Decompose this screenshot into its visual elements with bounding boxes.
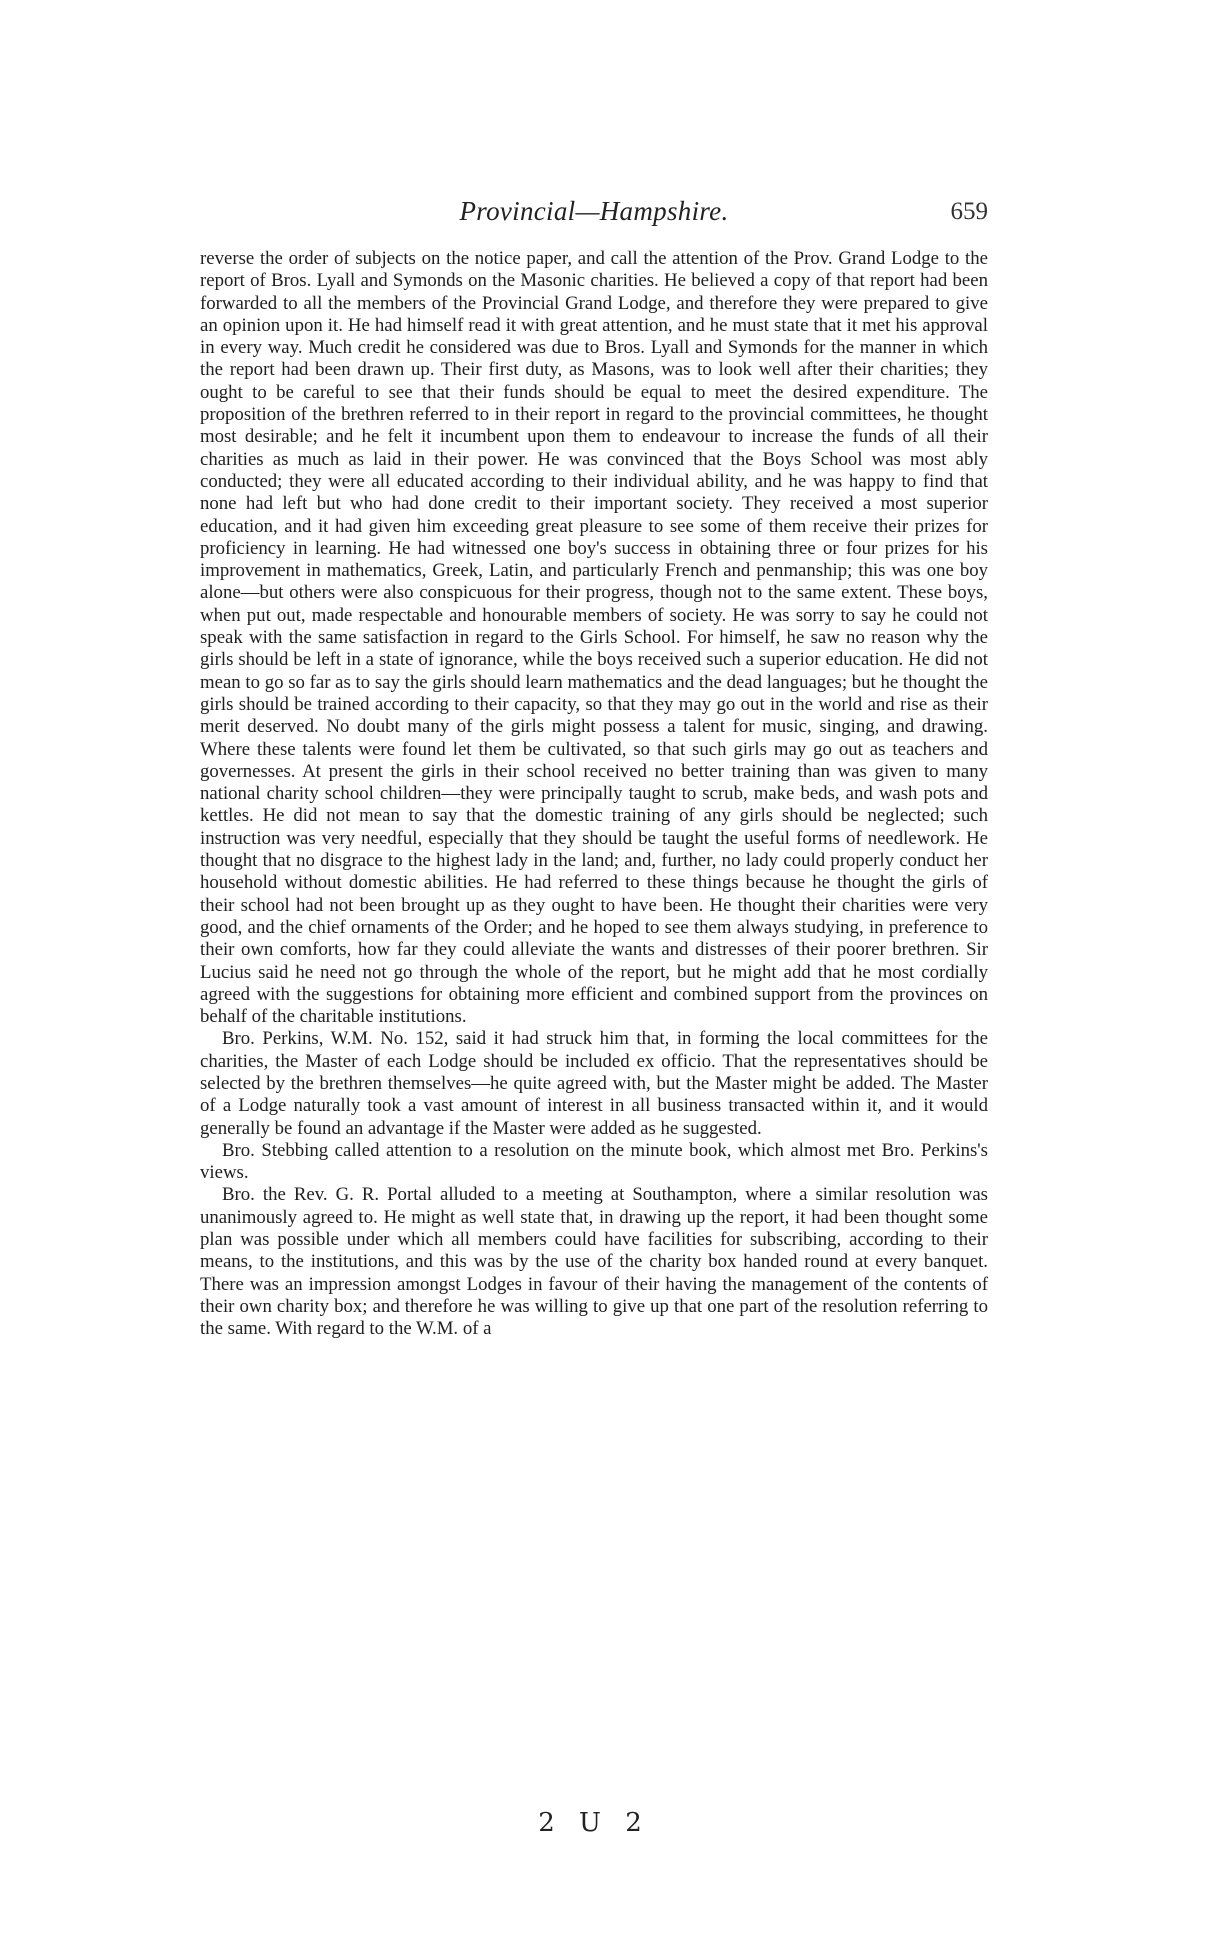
paragraph: Bro. the Rev. G. R. Portal alluded to a meeting at Southampton, where a similar resolution was unanimously agreed to. He might as well state that, in drawing up the report, it had been thought some plan was possible under which all members could have facilities for subscribing, according to their means, to the institutions, and this was by the use of the charity box handed round at every banquet. There was an impression amongst Lodges in favour of their having the management of the contents of their own charity box; and therefore he was willing to give up that one part of the resolution referring to the same. With regard to the W.M. of a — [200, 1184, 988, 1340]
paragraph: reverse the order of subjects on the notice paper, and call the attention of the Prov. Grand Lodge to the report of Bros. Lyall and Symonds on the Masonic charities. He believed a copy of that report had been forwarded to all the members of the Provincial Grand Lodge, and therefore they were prepared to give an opinion upon it. He had himself read it with great attention, and he must state that it met his approval in every way. Much credit he considered was due to Bros. Lyall and Symonds for the manner in which the report had been drawn up. Their first duty, as Masons, was to look well after their charities; they ought to be careful to see that their funds should be equal to meet the desired expenditure. The proposition of the brethren referred to in their report in regard to the provincial committees, he thought most desirable; and he felt it incumbent upon them to endeavour to increase the funds of all their charities as much as laid in their power. He was convinced that the Boys School was most ably conducted; they were all educated according to their individual ability, and he was happy to find that none had left but who had done credit to their important society. They received a most superior education, and it had given him exceeding great pleasure to see some of them receive their prizes for proficiency in learning. He had witnessed one boy's success in obtaining three or four prizes for his improvement in mathematics, Greek, Latin, and particularly French and penmanship; this was one boy alone—but others were also conspicuous for their progress, though not to the same extent. These boys, when put out, made respectable and honourable members of society. He was sorry to say he could not speak with the same satisfaction in regard to the Girls School. For himself, he saw no reason why the girls should be left in a state of ignorance, while the boys received such a superior education. He did not mean to go so far as to say the girls should learn mathematics and the dead languages; but he thought the girls should be trained according to their capacity, so that they may go out in the world and rise as their merit deserved. No doubt many of the girls might possess a talent for music, singing, and drawing. Where these talents were found let them be cultivated, so that such girls may go out as teachers and governesses. At present the girls in their school received no better training than was given to many national charity school children—they were principally taught to scrub, make beds, and wash pots and kettles. He did not mean to say that the domestic training of any girls should be neglected; such instruction was very needful, especially that they should be taught the useful forms of needlework. He thought that no disgrace to the highest lady in the land; and, further, no lady could properly conduct her household without domestic abilities. He had referred to these things because he thought the girls of their school had not been brought up as they ought to have been. He thought their charities were very good, and the chief ornaments of the Order; and he hoped to see them always studying, in preference to their own comforts, how far they could alleviate the wants and distresses of their poorer brethren. Sir Lucius said he need not go through the whole of the report, but he might add that he most cordially agreed with the suggestions for obtaining more efficient and combined support from the provinces on behalf of the charitable institutions. — [200, 248, 988, 1028]
paragraph: Bro. Stebbing called attention to a resolution on the minute book, which almost met Bro. Perkins's views. — [200, 1139, 988, 1184]
article-body — [200, 248, 988, 1848]
page-title: Provincial—Hampshire. — [459, 196, 729, 226]
running-head — [200, 196, 988, 236]
paragraph: Bro. Perkins, W.M. No. 152, said it had struck him that, in forming the local committees for the charities, the Master of each Lodge should be included ex officio. That the representatives should be selected by the brethren themselves—he quite agreed with, but the Master might be added. The Master of a Lodge naturally took a vast amount of interest in all business transacted within it, and it would generally be found an advantage if the Master were added as he suggested. — [200, 1028, 988, 1139]
signature-mark: 2 U 2 — [538, 1808, 650, 1838]
page-number: 659 — [950, 198, 988, 225]
